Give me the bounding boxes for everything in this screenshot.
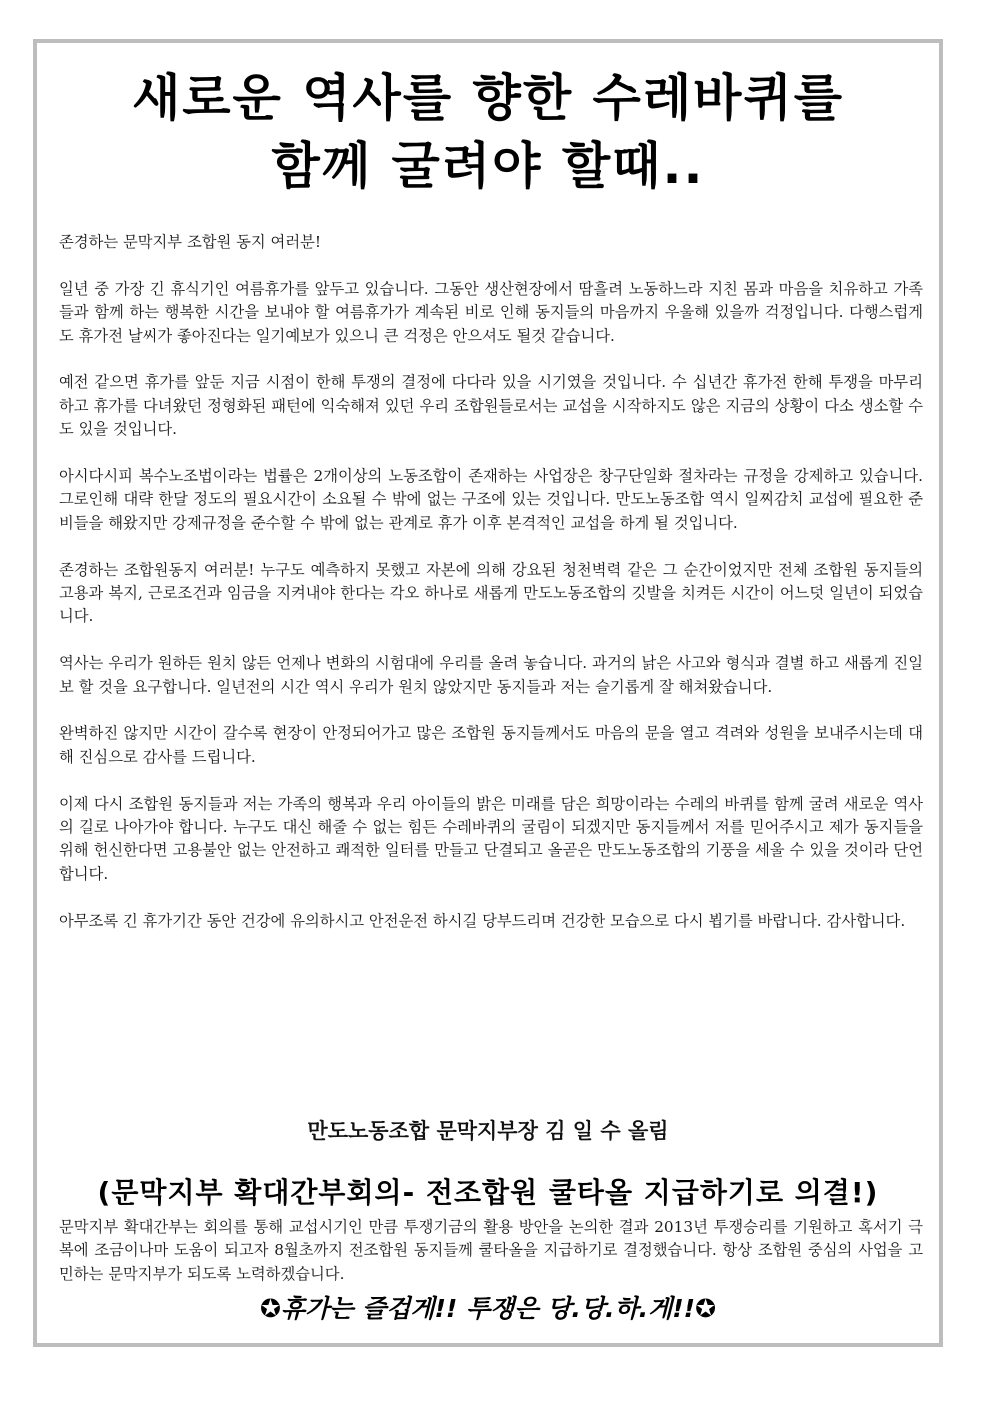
headline-line-1: 새로운 역사를 향한 수레바퀴를 (131, 69, 845, 127)
slogan: ✪휴가는 즐겁게!! 투쟁은 당.당.하.게!!✪ (259, 1294, 717, 1323)
paragraph-future: 이제 다시 조합원 동지들과 저는 가족의 행복과 우리 아이들의 밝은 미래를 담은 희망이라는 수레의 바퀴를 함께 굴려 새로운 역사의 길로 나아가야 합니다. 누구도 대신 해줄 수 없는 힘든 수레바퀴의 굴림이 되겠지만 동지들께서 저를 믿어주시고 제가 동지들을 위해 헌신한다면 고용불안 없는 안전하고 쾌적한 일터를 만들고 단결되고 올곧은 만도노동조합의 기풍을 세울 수 있을 것이라 단언합니다. (59, 794, 923, 883)
paragraph-summer-vacation: 일년 중 가장 긴 휴식기인 여름휴가를 앞두고 있습니다. 그동안 생산현장에서 땀흘려 노동하느라 지친 몸과 마음을 치유하고 가족들과 함께 하는 행복한 시간을 보내야 할 여름휴가가 계속된 비로 인해 동지들의 마음까지 우울해 있을까 걱정입니다. 다행스럽게도 휴가전 날씨가 좋아진다는 일기예보가 있으니 큰 걱정은 안으셔도 될것 같습니다. (59, 279, 923, 345)
headline-line-2: 함께 굴려야 할때.. (271, 137, 705, 195)
salutation: 존경하는 문막지부 조합원 동지 여러분! (59, 233, 322, 251)
paragraph-multiple-union-law: 아시다시피 복수노조법이라는 법률은 2개이상의 노동조합이 존재하는 사업장은 창구단일화 절차라는 규정을 강제하고 있습니다. 그로인해 대략 한달 정도의 필요시간이 소요될 수 밖에 없는 구조에 있는 것입니다. 만도노동조합 역시 일찌감치 교섭에 필요한 준비들을 해왔지만 강제규정을 준수할 수 밖에 없는 관계로 휴가 이후 본격적인 교섭을 하게 될 것입니다. (59, 467, 923, 532)
paragraph-history: 역사는 우리가 원하든 원치 않든 언제나 변화의 시험대에 우리를 올려 놓습니다. 과거의 낡은 사고와 형식과 결별 하고 새롭게 진일보 할 것을 요구합니다. 일년전의 시간 역시 우리가 원치 않았지만 동지들과 저는 슬기롭게 잘 해쳐왔습니다. (59, 654, 923, 696)
letter-body (59, 231, 923, 956)
resolution-body: 문막지부 확대간부는 회의를 통해 교섭시기인 만큼 투쟁기금의 활용 방안을 논의한 결과 2013년 투쟁승리를 기원하고 혹서기 극복에 조금이나마 도움이 되고자 8월초까지 전조합원 동지들께 쿨타올을 지급하기로 결정했습니다. 항상 조합원 중심의 사업을 고민하는 문막지부가 되도록 노력하겠습니다. (59, 1218, 923, 1283)
paragraph-union-anniversary: 존경하는 조합원동지 여러분! 누구도 예측하지 못했고 자본에 의해 강요된 청천벽력 같은 그 순간이었지만 전체 조합원 동지들의 고용과 복지, 근로조건과 임금을 지켜내야 한다는 각오 하나로 새롭게 만도노동조합의 깃발을 치켜든 시간이 어느덧 일년이 되었습니다. (59, 560, 923, 626)
resolution-title: (문막지부 확대간부회의- 전조합원 쿨타올 지급하기로 의결!) (97, 1176, 879, 1209)
paragraph-thanks: 완벽하진 않지만 시간이 갈수록 현장이 안정되어가고 많은 조합원 동지들께서도 마음의 문을 열고 격려와 성원을 보내주시는데 대해 진심으로 감사를 드립니다. (59, 724, 923, 766)
document-frame (33, 39, 943, 1347)
paragraph-closing: 아무조록 긴 휴가기간 동안 건강에 유의하시고 안전운전 하시길 당부드리며 건강한 모습으로 다시 뵙기를 바랍니다. 감사합니다. (59, 911, 906, 930)
signature: 만도노동조합 문막지부장 김 일 수 올림 (307, 1118, 669, 1143)
paragraph-bargaining-timing: 예전 같으면 휴가를 앞둔 지금 시점이 한해 투쟁의 결정에 다다라 있을 시기였을 것입니다. 수 십년간 휴가전 한해 투쟁을 마무리 하고 휴가를 다녀왔던 정형화된 패턴에 익숙해져 있던 우리 조합원들로서는 교섭을 시작하지도 않은 지금의 상황이 다소 생소할 수도 있을 것입니다. (59, 373, 923, 439)
